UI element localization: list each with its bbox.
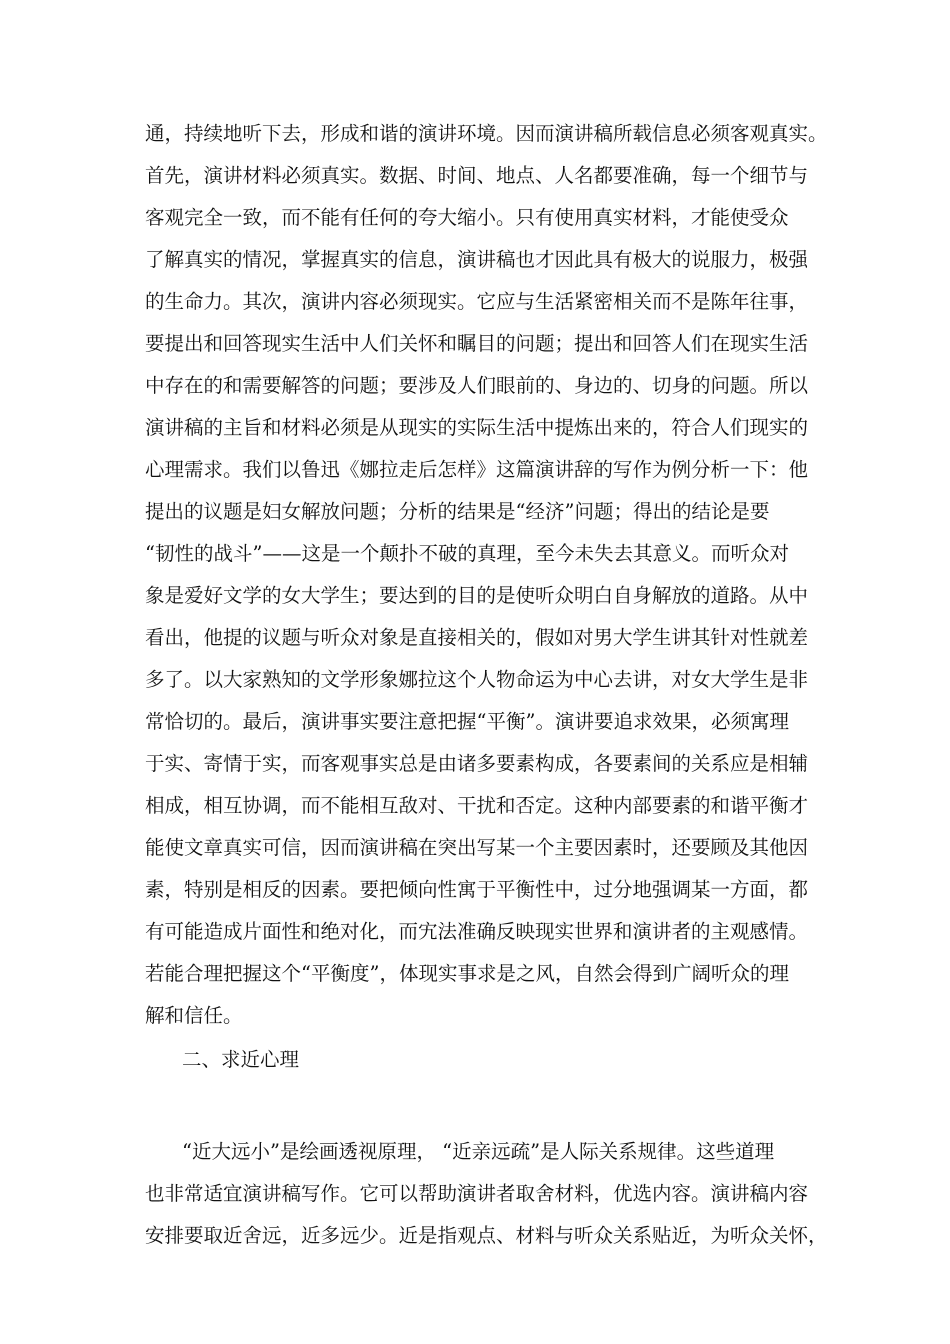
text-line: 通，持续地听下去，形成和谐的演讲环境。因而演讲稿所载信息必须客观真实。 [145, 122, 828, 145]
text-line: 安排要取近舍远，近多远少。近是指观点、材料与听众关系贴近，为听众关怀， [145, 1224, 828, 1247]
text-line: 客观完全一致，而不能有任何的夸大缩小。只有使用真实材料，才能使受众 [145, 206, 789, 229]
section-heading: 二、求近心理 [182, 1048, 300, 1071]
text-line: “韧性的战斗”——这是一个颠扑不破的真理，至今未失去其意义。而听众对 [145, 542, 789, 565]
text-line: 素，特别是相反的因素。要把倾向性寓于平衡性中，过分地强调某一方面，都 [145, 878, 809, 901]
text-line: 看出，他提的议题与听众对象是直接相关的，假如对男大学生讲其针对性就差 [145, 626, 809, 649]
text-line: 多了。以大家熟知的文学形象娜拉这个人物命运为中心去讲，对女大学生是非 [145, 668, 809, 691]
text-line: 演讲稿的主旨和材料必须是从现实的实际生活中提炼出来的，符合人们现实的 [145, 416, 809, 439]
text-line: 心理需求。我们以鲁迅《娜拉走后怎样》这篇演讲辞的写作为例分析一下：他 [145, 458, 809, 481]
text-line: 象是爱好文学的女大学生；要达到的目的是使听众明白自身解放的道路。从中 [145, 584, 809, 607]
text-line: 中存在的和需要解答的问题；要涉及人们眼前的、身边的、切身的问题。所以 [145, 374, 809, 397]
text-line: 有可能造成片面性和绝对化，而宄法准确反映现实世界和演讲者的主观感情。 [145, 920, 809, 943]
text-line: 了解真实的情况，掌握真实的信息，演讲稿也才因此具有极大的说服力，极强 [145, 248, 809, 271]
text-line: 的生命力。其次，演讲内容必须现实。它应与生活紧密相关而不是陈年往事， [145, 290, 809, 313]
text-line: 要提出和回答现实生活中人们关怀和瞩目的问题；提出和回答人们在现实生活 [145, 332, 809, 355]
text-line: 解和信任。 [145, 1004, 243, 1027]
text-line: 相成，相互协调，而不能相互敌对、干扰和否定。这种内部要素的和谐平衡才 [145, 794, 809, 817]
text-line: “近大远小”是绘画透视原理， “近亲远疏”是人际关系规律。这些道理 [182, 1140, 775, 1163]
text-line: 于实、寄情于实，而客观事实总是由诸多要素构成，各要素间的关系应是相辅 [145, 752, 809, 775]
text-line: 能使文章真实可信，因而演讲稿在突出写某一个主要因素时，还要顾及其他因 [145, 836, 809, 859]
text-line: 提出的议题是妇女解放问题；分析的结果是“经济”问题；得出的结论是要 [145, 500, 770, 523]
text-line: 若能合理把握这个“平衡度”，体现实事求是之风，自然会得到广阔听众的理 [145, 962, 789, 985]
text-line: 常恰切的。最后，演讲事实要注意把握“平衡”。演讲要追求效果，必须寓理 [145, 710, 789, 733]
text-line: 首先，演讲材料必须真实。数据、时间、地点、人名都要准确，每一个细节与 [145, 164, 809, 187]
text-line: 也非常适宜演讲稿写作。它可以帮助演讲者取舍材料，优选内容。演讲稿内容 [145, 1182, 809, 1205]
